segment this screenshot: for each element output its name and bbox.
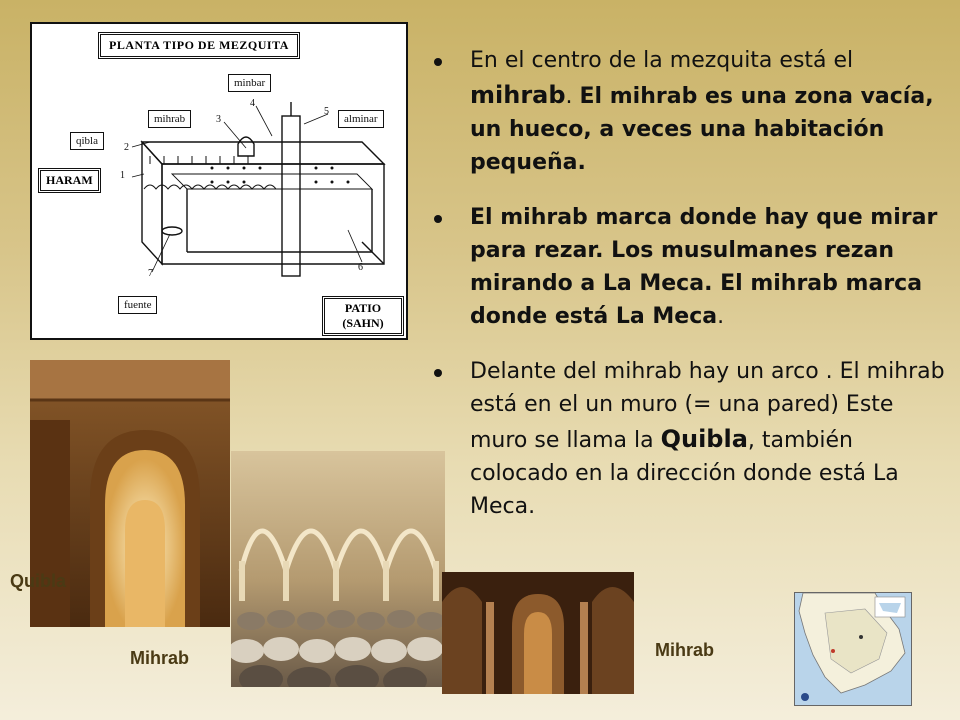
plan-number-6: 6: [358, 262, 363, 273]
bullet-dot-icon: [434, 58, 442, 66]
label-patio-line2: (SAHN): [342, 316, 384, 330]
label-qibla: qibla: [70, 132, 104, 150]
bullet-1-part-2: mihrab: [470, 81, 566, 109]
label-mihrab: mihrab: [148, 110, 191, 128]
photo-prayer-hall: [231, 451, 445, 687]
bullet-3-part-1: Delante del mihrab hay un arco . El mihrab está en el un muro (= una pared) Este muro se llama la: [470, 359, 945, 453]
bullet-item: [430, 44, 945, 179]
bullet-2-part-1: El mihrab marca donde hay que mirar para rezar. Los musulmanes rezan mirando a La Meca. El mihrab marca donde está La Meca: [470, 205, 938, 329]
label-fuente: fuente: [118, 296, 157, 314]
bullet-list: [430, 44, 945, 545]
label-alminar: alminar: [338, 110, 384, 128]
plan-number-3: 3: [216, 114, 221, 125]
bullet-3-part-2: Quibla: [660, 425, 748, 453]
plan-number-1: 1: [120, 170, 125, 181]
plan-number-5: 5: [324, 106, 329, 117]
plan-number-4: 4: [250, 98, 255, 109]
bullet-dot-icon: [434, 215, 442, 223]
bullet-2-part-2: .: [717, 304, 725, 329]
bullet-1-part-1: En el centro de la mezquita está el: [470, 48, 854, 73]
bullet-item: [430, 355, 945, 523]
caption-mihrab-2: Mihrab: [655, 640, 715, 660]
plan-number-2: 2: [124, 142, 129, 153]
bullet-3-part-3: , también colocado en la dirección donde está La Meca.: [470, 428, 899, 519]
label-patio: [322, 296, 404, 336]
bullet-1-part-3: .: [565, 84, 580, 109]
caption-quibla: Quibla: [10, 571, 67, 591]
bullet-dot-icon: [434, 369, 442, 377]
map-arabia: [794, 592, 912, 706]
label-patio-line1: PATIO: [344, 301, 382, 315]
plan-title: PLANTA TIPO DE MEZQUITA: [98, 32, 300, 59]
mosque-floor-plan: [30, 22, 408, 340]
bullet-item: [430, 201, 945, 333]
caption-mihrab-1: Mihrab: [130, 648, 190, 668]
photo-mihrab-interior: [442, 572, 634, 694]
bullet-1-part-4: El mihrab es una zona vacía, un hueco, a veces una habitación pequeña.: [470, 84, 934, 175]
plan-number-7: 7: [148, 268, 153, 279]
label-haram: HARAM: [38, 168, 101, 193]
label-minbar: minbar: [228, 74, 271, 92]
